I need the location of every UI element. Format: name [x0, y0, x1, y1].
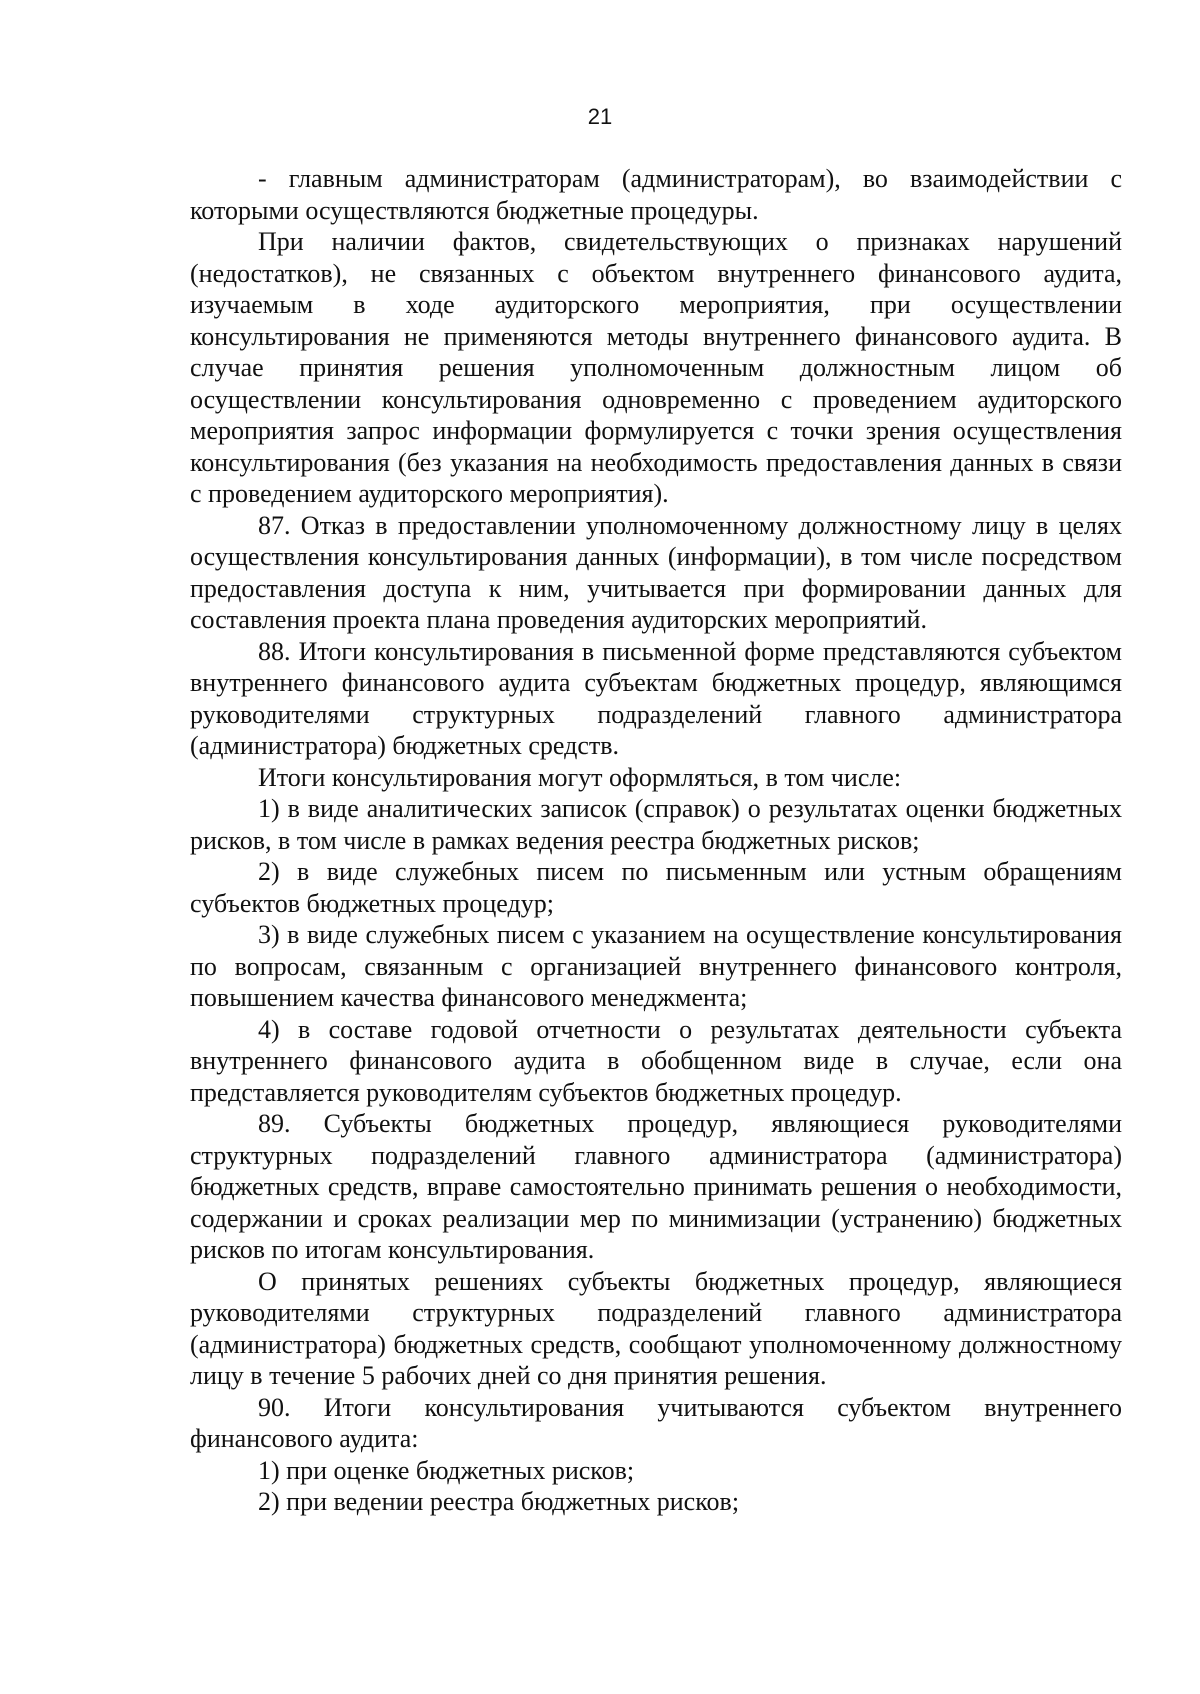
body-text	[190, 163, 1122, 1518]
paragraph-88: 88. Итоги консультирования в письменной форме представляются субъектом внутреннего финансового аудита субъектам бюджетных процедур, являющимся руководителями структурных подразделений главного администратора (администратора) бюджетных средств.	[190, 636, 1122, 760]
list-item-2-risk-register: 2) при ведении реестра бюджетных рисков;	[258, 1487, 740, 1516]
paragraph-89: 89. Субъекты бюджетных процедур, являющиеся руководителями структурных подразделений главного администратора (администратора) бюджетных средств, вправе самостоятельно принимать решения о необходимости, содержании и сроках реализации мер по минимизации (устранению) бюджетных рисков по итогам консультирования.	[190, 1109, 1122, 1264]
paragraph-results-forms: Итоги консультирования могут оформляться, в том числе:	[258, 762, 902, 792]
list-item-2-service-letters: 2) в виде служебных писем по письменным или устным обращениям субъектов бюджетных процедур;	[190, 857, 1122, 918]
paragraph-recipients-item: - главным администраторам (администраторам), во взаимодействии с которыми осуществляются бюджетные процедуры.	[190, 164, 1122, 225]
list-item-4-annual-report: 4) в составе годовой отчетности о результатах деятельности субъекта внутреннего финансового аудита в обобщенном виде в случае, если она представляется руководителям субъектов бюджетных процедур.	[190, 1014, 1122, 1107]
paragraph-90: 90. Итоги консультирования учитываются субъектом внутреннего финансового аудита:	[190, 1392, 1122, 1453]
paragraph-87: 87. Отказ в предоставлении уполномоченному должностному лицу в целях осуществления консультирования данных (информации), в том числе посредством предоставления доступа к ним, учитывается при формировании данных для составления проекта плана проведения аудиторских мероприятий.	[190, 510, 1122, 634]
page-number: 21	[587, 104, 613, 129]
list-item-1-risk-assessment: 1) при оценке бюджетных рисков;	[258, 1455, 635, 1485]
list-item-1-analytic-notes: 1) в виде аналитических записок (справок) о результатах оценки бюджетных рисков, в том числе в рамках ведения реестра бюджетных рисков;	[190, 794, 1122, 855]
paragraph-violations: При наличии фактов, свидетельствующих о признаках нарушений (недостатков), не связанных с объектом внутреннего финансового аудита, изучаемым в ходе аудиторского мероприятия, при осуществлении консультирования не применяются методы внутреннего финансового аудита. В случае принятия решения уполномоченным должностным лицом об осуществлении консультирования одновременно с проведением аудиторского мероприятия запрос информации формулируется с точки зрения осуществления консультирования (без указания на необходимость предоставления данных в связи с проведением аудиторского мероприятия).	[190, 227, 1122, 508]
list-item-3-service-letters-control: 3) в виде служебных писем с указанием на осуществление консультирования по вопросам, связанным с организацией внутреннего финансового контроля, повышением качества финансового менеджмента;	[190, 920, 1122, 1012]
paragraph-decisions: О принятых решениях субъекты бюджетных процедур, являющиеся руководителями структурных подразделений главного администратора (администратора) бюджетных средств, сообщают уполномоченному должностному лицу в течение 5 рабочих дней со дня принятия решения.	[190, 1266, 1122, 1390]
